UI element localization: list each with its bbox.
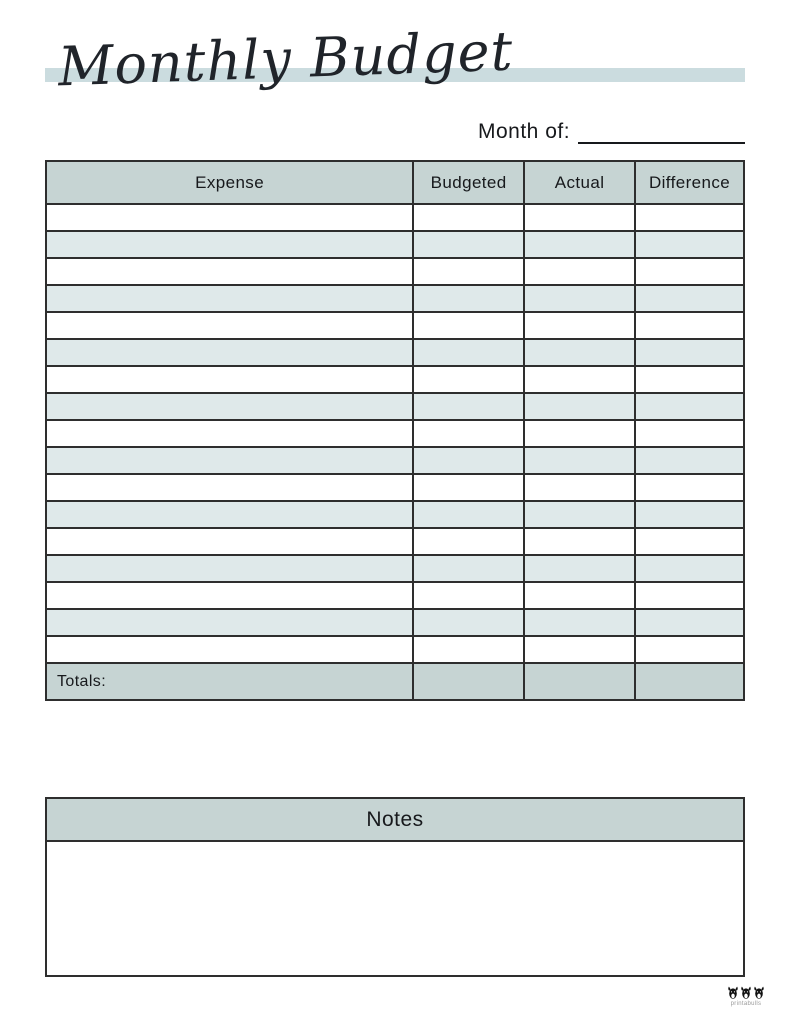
entry-cell[interactable] [635,393,744,420]
entry-cell[interactable] [413,312,524,339]
entry-cell[interactable] [524,636,635,663]
entry-cell[interactable] [524,609,635,636]
table-row [46,636,744,663]
totals-actual-cell[interactable] [524,663,635,700]
entry-cell[interactable] [46,339,413,366]
entry-cell[interactable] [413,393,524,420]
entry-cell[interactable] [524,393,635,420]
table-row [46,420,744,447]
entry-cell[interactable] [413,555,524,582]
three-bull-heads-icon [724,986,768,1000]
entry-cell[interactable] [635,501,744,528]
entry-cell[interactable] [46,582,413,609]
entry-cell[interactable] [635,366,744,393]
table-row [46,609,744,636]
table-row [46,555,744,582]
table-row [46,204,744,231]
entry-cell[interactable] [524,231,635,258]
printabulls-logo [724,986,768,1007]
entry-cell[interactable] [46,474,413,501]
entry-cell[interactable] [635,528,744,555]
entry-cell[interactable] [635,582,744,609]
entry-cell[interactable] [524,258,635,285]
entry-cell[interactable] [524,285,635,312]
entry-cell[interactable] [46,447,413,474]
totals-row [46,663,744,700]
entry-cell[interactable] [524,528,635,555]
entry-cell[interactable] [524,555,635,582]
entry-cell[interactable] [635,636,744,663]
entry-cell[interactable] [635,312,744,339]
table-row [46,393,744,420]
page-title: Monthly Budget [57,19,515,99]
entry-cell[interactable] [46,231,413,258]
entry-cell[interactable] [524,420,635,447]
entry-cell[interactable] [635,447,744,474]
table-row [46,582,744,609]
entry-cell[interactable] [46,501,413,528]
table-body [46,204,744,663]
table-header-row [46,161,744,204]
header-expense: Expense [46,161,413,204]
entry-cell[interactable] [524,339,635,366]
month-of-label: Month of: [478,120,571,143]
entry-cell[interactable] [413,366,524,393]
notes-title: Notes [47,799,743,842]
table-row [46,258,744,285]
entry-cell[interactable] [635,474,744,501]
entry-cell[interactable] [635,420,744,447]
entry-cell[interactable] [524,204,635,231]
entry-cell[interactable] [524,474,635,501]
entry-cell[interactable] [413,474,524,501]
entry-cell[interactable] [46,204,413,231]
header-actual: Actual [524,161,635,204]
entry-cell[interactable] [46,420,413,447]
entry-cell[interactable] [46,609,413,636]
notes-section [45,797,745,977]
entry-cell[interactable] [46,285,413,312]
entry-cell[interactable] [413,204,524,231]
entry-cell[interactable] [413,582,524,609]
entry-cell[interactable] [46,393,413,420]
entry-cell[interactable] [46,312,413,339]
entry-cell[interactable] [413,447,524,474]
entry-cell[interactable] [46,528,413,555]
entry-cell[interactable] [413,528,524,555]
entry-cell[interactable] [413,258,524,285]
table-row [46,231,744,258]
entry-cell[interactable] [635,339,744,366]
entry-cell[interactable] [413,636,524,663]
entry-cell[interactable] [635,231,744,258]
entry-cell[interactable] [413,501,524,528]
entry-cell[interactable] [524,582,635,609]
entry-cell[interactable] [524,501,635,528]
table-row [46,474,744,501]
entry-cell[interactable] [46,555,413,582]
entry-cell[interactable] [635,285,744,312]
entry-cell[interactable] [524,312,635,339]
entry-cell[interactable] [635,204,744,231]
entry-cell[interactable] [46,258,413,285]
entry-cell[interactable] [524,366,635,393]
entry-cell[interactable] [413,231,524,258]
entry-cell[interactable] [46,636,413,663]
header-budgeted: Budgeted [413,161,524,204]
notes-writing-area[interactable] [47,842,743,975]
entry-cell[interactable] [635,258,744,285]
entry-cell[interactable] [413,420,524,447]
table-row [46,501,744,528]
table-row [46,366,744,393]
table-row [46,285,744,312]
table-row [46,312,744,339]
table-row [46,447,744,474]
entry-cell[interactable] [46,366,413,393]
printabulls-wordmark: printabulls [730,1001,762,1007]
month-input-line[interactable] [578,120,745,144]
header-difference: Difference [635,161,744,204]
entry-cell[interactable] [524,447,635,474]
entry-cell[interactable] [635,609,744,636]
entry-cell[interactable] [635,555,744,582]
totals-label: Totals: [46,663,413,700]
totals-difference-cell[interactable] [635,663,744,700]
entry-cell[interactable] [413,609,524,636]
totals-budgeted-cell[interactable] [413,663,524,700]
budget-table [45,160,745,701]
entry-cell[interactable] [413,339,524,366]
table-row [46,339,744,366]
entry-cell[interactable] [413,285,524,312]
table-row [46,528,744,555]
month-of-row [478,120,745,144]
